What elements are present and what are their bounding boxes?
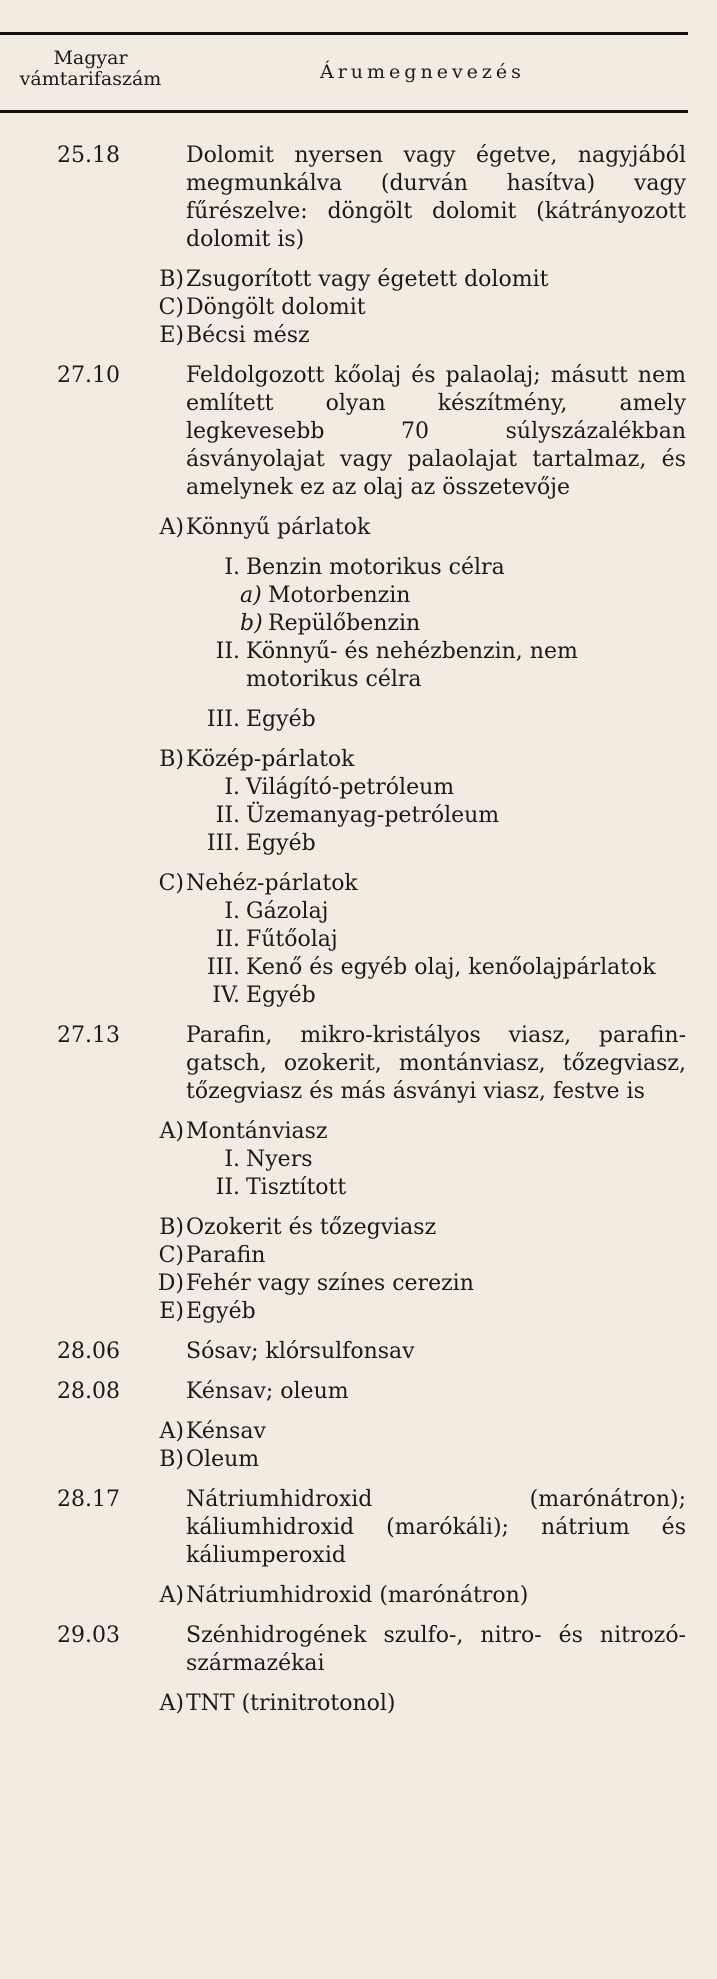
tariff-subentry-roman: [0, 982, 700, 1010]
entry-label: A): [159, 515, 184, 540]
tariff-subentry: [0, 294, 700, 322]
entry-text: Benzin motorikus célra: [246, 555, 505, 580]
tariff-entry: [0, 1022, 700, 1106]
entry-text: Egyéb: [246, 831, 316, 856]
tariff-subentry-roman: [0, 802, 700, 830]
tariff-subentry: [0, 266, 700, 294]
entry-label: A): [159, 1419, 184, 1444]
tariff-code: 27.13: [57, 1023, 120, 1048]
letter-marker: b): [240, 611, 263, 636]
entry-text: Bécsi mész: [186, 323, 310, 348]
entry-text: Könnyű- és nehézbenzin, nem motorikus célra: [246, 639, 578, 692]
entry-label: C): [158, 871, 184, 896]
tariff-subentry: [0, 1446, 700, 1474]
tariff-subentry-roman: [0, 898, 700, 926]
entry-text: Nátriumhidroxid (marónátron): [186, 1583, 529, 1608]
tariff-subentry: [0, 870, 700, 898]
roman-numeral: III.: [206, 955, 240, 980]
roman-numeral: I.: [224, 775, 240, 800]
header-top-rule: [0, 32, 688, 35]
tariff-entry: [0, 1338, 700, 1366]
entry-label: B): [159, 267, 184, 292]
entry-text: Fehér vagy színes cerezin: [186, 1271, 474, 1296]
entry-text: Tisztított: [246, 1175, 347, 1200]
entry-text: Kénsav: [186, 1419, 266, 1444]
roman-numeral: II.: [215, 1175, 240, 1200]
tariff-code: 29.03: [57, 1623, 120, 1648]
entry-text: Könnyű párlatok: [186, 515, 371, 540]
tariff-code: 25.18: [57, 143, 120, 168]
tariff-subentry: [0, 1214, 700, 1242]
entry-text: Közép-párlatok: [186, 747, 355, 772]
tariff-subentry-roman: [0, 1146, 700, 1174]
entry-label: C): [158, 1243, 184, 1268]
tariff-subentry: [0, 1418, 700, 1446]
entry-label: E): [159, 1299, 184, 1324]
tariff-subentry: [0, 1242, 700, 1270]
entry-label: B): [159, 1447, 184, 1472]
column-header-description: Árumegnevezés: [320, 61, 525, 83]
entry-text: Sósav; klórsulfonsav: [186, 1339, 415, 1364]
entry-label: C): [158, 295, 184, 320]
entry-text: Döngölt dolomit: [186, 295, 366, 320]
roman-numeral: III.: [206, 831, 240, 856]
tariff-subentry-roman: [0, 830, 700, 858]
entry-text: Nehéz-párlatok: [186, 871, 358, 896]
roman-numeral: IV.: [212, 983, 240, 1008]
tariff-subentry-letter: [0, 610, 700, 638]
entry-text: Oleum: [186, 1447, 260, 1472]
entry-label: A): [159, 1691, 184, 1716]
tariff-subentry: [0, 322, 700, 350]
letter-marker: a): [240, 583, 262, 608]
tariff-subentry-letter: [0, 582, 700, 610]
roman-numeral: II.: [215, 927, 240, 952]
tariff-subentry: [0, 746, 700, 774]
tariff-code: 27.10: [57, 363, 120, 388]
entry-text: Montánviasz: [186, 1119, 328, 1144]
column-header-tariff-number: [8, 48, 173, 90]
roman-numeral: III.: [206, 707, 240, 732]
header-bottom-rule: [0, 110, 688, 113]
tariff-subentry: [0, 1270, 700, 1298]
entry-text: Nátriumhidroxid (marónátron); káliumhidroxid (marókáli); nátrium és káliumperoxid: [186, 1487, 686, 1568]
entry-text: Repülőbenzin: [268, 611, 421, 636]
tariff-subentry-roman: [0, 1174, 700, 1202]
entry-text: TNT (trinitrotonol): [186, 1691, 396, 1716]
tariff-subentry: [0, 1690, 700, 1718]
entry-text: Egyéb: [246, 707, 316, 732]
entry-label: A): [159, 1119, 184, 1144]
tariff-subentry-roman: [0, 554, 700, 582]
tariff-list: [0, 142, 700, 1718]
roman-numeral: II.: [215, 639, 240, 664]
entry-text: Feldolgozott kőolaj és palaolaj; másutt nem említett olyan készítmény, amely legkevesebb 70 súlyszázalékban ásványolajat vagy palaolajat tartalmaz, és amelynek ez az olaj az összetevője: [186, 363, 686, 500]
entry-label: D): [157, 1271, 184, 1296]
tariff-code: 28.06: [57, 1339, 120, 1364]
tariff-subentry: [0, 514, 700, 542]
tariff-subentry: [0, 1298, 700, 1326]
tariff-code: 28.08: [57, 1379, 120, 1404]
tariff-entry: [0, 362, 700, 502]
entry-text: Nyers: [246, 1147, 313, 1172]
entry-text: Egyéb: [186, 1299, 256, 1324]
column-header-line: vámtarifaszám: [19, 68, 162, 90]
tariff-subentry: [0, 1118, 700, 1146]
entry-label: E): [159, 323, 184, 348]
roman-numeral: I.: [224, 555, 240, 580]
entry-text: Parafin, mikro-kristályos viasz, parafin-gatsch, ozokerit, montánviasz, tőzegviasz, tőzegviasz és más ásványi viasz, festve is: [186, 1023, 686, 1104]
entry-text: Egyéb: [246, 983, 316, 1008]
tariff-subentry-roman: [0, 706, 700, 734]
tariff-subentry: [0, 1582, 700, 1610]
entry-text: Dolomit nyersen vagy égetve, nagyjából megmunkálva (durván hasítva) vagy fűrészelve: döngölt dolomit (kátrányozott dolomit is): [186, 143, 686, 252]
tariff-subentry-roman: [0, 638, 700, 694]
entry-text: Üzemanyag-petróleum: [246, 803, 500, 828]
entry-label: A): [159, 1583, 184, 1608]
entry-text: Világító-petróleum: [246, 775, 455, 800]
entry-text: Szénhidrogének szulfo-, nitro- és nitrozó-származékai: [186, 1623, 686, 1676]
column-header-line: Magyar: [53, 47, 128, 69]
entry-text: Zsugorított vagy égetett dolomit: [186, 267, 549, 292]
entry-label: B): [159, 1215, 184, 1240]
tariff-subentry-roman: [0, 926, 700, 954]
entry-text: Kénsav; oleum: [186, 1379, 349, 1404]
entry-text: Ozokerit és tőzegviasz: [186, 1215, 437, 1240]
tariff-subentry-roman: [0, 954, 700, 982]
entry-text: Gázolaj: [246, 899, 329, 924]
tariff-subentry-roman: [0, 774, 700, 802]
roman-numeral: II.: [215, 803, 240, 828]
entry-label: B): [159, 747, 184, 772]
tariff-code: 28.17: [57, 1487, 120, 1512]
roman-numeral: I.: [224, 899, 240, 924]
tariff-entry: [0, 142, 700, 254]
tariff-entry: [0, 1378, 700, 1406]
entry-text: Kenő és egyéb olaj, kenőolajpárlatok: [246, 955, 656, 980]
tariff-entry: [0, 1622, 700, 1678]
entry-text: Fűtőolaj: [246, 927, 338, 952]
tariff-entry: [0, 1486, 700, 1570]
entry-text: Motorbenzin: [268, 583, 411, 608]
roman-numeral: I.: [224, 1147, 240, 1172]
entry-text: Parafin: [186, 1243, 266, 1268]
